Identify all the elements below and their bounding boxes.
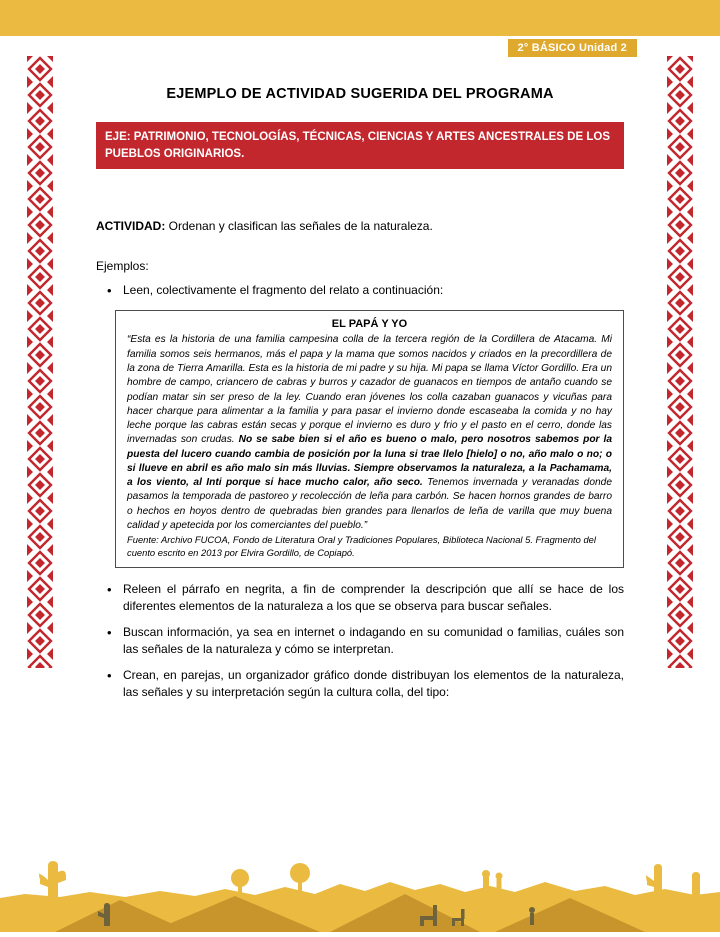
footer-illustration bbox=[0, 854, 720, 932]
left-textile-pattern-icon bbox=[27, 56, 53, 668]
eje-banner: EJE: PATRIMONIO, TECNOLOGÍAS, TÉCNICAS, CIENCIAS Y ARTES ANCESTRALES DE LOS PUEBLOS ORIGINARIOS. bbox=[96, 122, 624, 169]
bullet-item: • Leen, colectivamente el fragmento del relato a continuación: bbox=[96, 282, 624, 299]
document-content bbox=[96, 86, 624, 701]
story-part-3: Tenemos invernada y veranadas donde pasamos la temporada de pastoreo y recolección de leña para carbón. Se hacen hornos grandes de barro o hechos en hoyos dentro de quebradas bien grandes para llenarlos de leña de varilla que muy buena calidad y apetecida por los comerciantes del pueblo.” bbox=[127, 477, 612, 532]
top-gold-bar bbox=[0, 0, 720, 36]
page-title: EJEMPLO DE ACTIVIDAD SUGERIDA DEL PROGRAMA bbox=[166, 86, 554, 102]
right-textile-pattern-icon bbox=[667, 56, 693, 668]
unit-badge: 2° BÁSICO Unidad 2 bbox=[508, 39, 637, 57]
activity-line bbox=[96, 219, 624, 233]
bullet-list-intro bbox=[96, 282, 624, 299]
story-box bbox=[115, 310, 624, 567]
story-part-1: “Esta es la historia de una familia campesina colla de la tercera región de la Cordillera de Atacama. Mi familia somos seis hermanos, más el papa y la mama que somos nacidos y criados en la precordillera de la zona de Tierra Amarilla. Esta es la historia de mi padre y su hija. Mi papa se llama Víctor Gordillo. Era un hombre de campo, criancero de cabras y burros y cazador de guanacos en tiempos de antaño cuando se podían matar sin ser preso de la ley. Cuando eran jóvenes los colla cazaban guanacos y vicuñas para hacer charque para alimentar a la familia y para pasar el invierno donde escaseaba la comida y no hay leche porque las cabras están secas y porque el invierno es duro y frio y el pasto en el cerro, donde las invernadas son crudas. bbox=[127, 334, 612, 446]
examples-label: Ejemplos: bbox=[96, 259, 149, 274]
bullet-list-tasks bbox=[96, 581, 624, 701]
bullet-item: • Buscan información, ya sea en internet o indagando en su comunidad o familias, cuáles son las señales de la naturaleza y cómo se interpretan. bbox=[96, 624, 624, 658]
left-textile-ornament bbox=[27, 56, 53, 668]
desert-landscape-icon bbox=[0, 854, 720, 932]
activity-text: Ordenan y clasifican las señales de la naturaleza. bbox=[165, 219, 433, 234]
story-source: Fuente: Archivo FUCOA, Fondo de Literatura Oral y Tradiciones Populares, Biblioteca Nacional 5. Fragmento del cuento escrito en 2013 por Elvira Gordillo, de Copiapó. bbox=[127, 534, 596, 558]
story-text bbox=[127, 333, 612, 533]
activity-label: ACTIVIDAD: bbox=[96, 219, 166, 234]
story-title: EL PAPÁ Y YO bbox=[331, 318, 408, 331]
bullet-item: • Releen el párrafo en negrita, a fin de comprender la descripción que allí se hace de los diferentes elementos de la naturaleza a los que se observa para buscar señales. bbox=[96, 581, 624, 615]
right-textile-ornament bbox=[667, 56, 693, 668]
bullet-item: • Crean, en parejas, un organizador gráfico donde distribuyan los elementos de la naturaleza, las señales y su interpretación según la cultura colla, del tipo: bbox=[96, 667, 624, 701]
story-part-2-bold: No se sabe bien si el año es bueno o malo, pero nosotros sabemos por la puesta del lucero cuando cambia de posición por la luna si trae llelo [hielo] o no, año malo o no; o si llueve en abril es año malo sin más lluvias. Siempre observamos la naturaleza, a la Pachamama, a los viento, al Inti porque si hace mucho calor, año seco. bbox=[127, 434, 612, 489]
